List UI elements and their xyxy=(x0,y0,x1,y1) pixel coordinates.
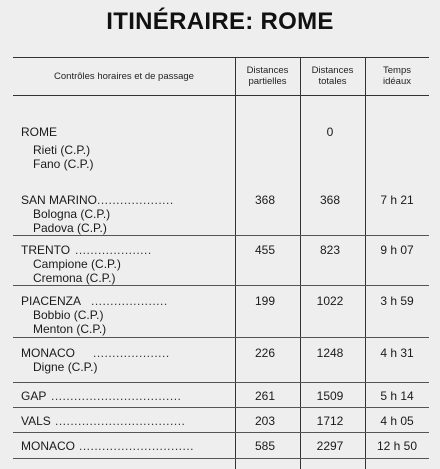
header-rule xyxy=(13,95,429,96)
total-distance: 2297 xyxy=(316,439,344,453)
city-name: TRENTO xyxy=(21,243,71,257)
header-time xyxy=(365,57,429,95)
checkpoint: Bologna (C.P.) xyxy=(33,207,111,221)
row-rule xyxy=(13,458,429,459)
total-distance: 823 xyxy=(319,243,341,257)
ideal-time: 5 h 14 xyxy=(380,389,414,403)
header-time-line1: Temps xyxy=(383,65,411,76)
row-rule xyxy=(13,235,429,236)
header-partial-line2: partielles xyxy=(248,76,287,87)
total-distance: 1022 xyxy=(316,294,344,308)
ideal-time: 7 h 21 xyxy=(380,193,414,207)
leader-dots: .................... xyxy=(93,346,170,360)
row-rule xyxy=(13,382,429,383)
city-name: VALS xyxy=(21,414,51,428)
checkpoint: Digne (C.P.) xyxy=(33,360,98,374)
total-distance: 1248 xyxy=(316,346,344,360)
ideal-time: 4 h 05 xyxy=(380,414,414,428)
row-rule xyxy=(13,407,429,408)
ideal-time: 3 h 59 xyxy=(380,294,414,308)
checkpoint: Rieti (C.P.) xyxy=(33,143,91,157)
partial-distance: 261 xyxy=(254,389,276,403)
total-distance: 368 xyxy=(319,193,341,207)
header-total-line1: Distances xyxy=(311,65,354,76)
leader-dots: .................... xyxy=(97,193,174,207)
city-name: PIACENZA xyxy=(21,294,82,308)
city-name: ROME xyxy=(21,125,57,139)
row-rule xyxy=(13,337,429,338)
partial-distance: 368 xyxy=(254,193,276,207)
row-rule xyxy=(13,432,429,433)
header-total xyxy=(300,57,365,95)
checkpoint: Bobbio (C.P.) xyxy=(33,308,104,322)
itinerary-table xyxy=(13,57,429,469)
checkpoint: Cremona (C.P.) xyxy=(33,271,116,285)
checkpoint: Menton (C.P.) xyxy=(33,322,107,336)
ideal-time: 9 h 07 xyxy=(380,243,414,257)
page-title: ITINÉRAIRE: ROME xyxy=(106,8,334,35)
checkpoint: Campione (C.P.) xyxy=(33,257,121,271)
header-route-label: Contrôles horaires et de passage xyxy=(54,70,194,82)
city-name: MONACO xyxy=(21,346,75,360)
leader-dots: .................................. xyxy=(55,414,186,428)
partial-distance: 585 xyxy=(254,439,276,453)
header-time-line2: idéaux xyxy=(383,76,411,87)
partial-distance: 455 xyxy=(254,243,276,257)
checkpoint: Fano (C.P.) xyxy=(33,157,94,171)
leader-dots: .................... xyxy=(91,294,168,308)
checkpoint: Padova (C.P.) xyxy=(33,221,107,235)
city-name: MONACO xyxy=(21,439,75,453)
leader-dots: .............................. xyxy=(79,439,195,453)
leader-dots: .................................. xyxy=(51,389,182,403)
header-total-line2: totales xyxy=(318,76,347,87)
partial-distance: 203 xyxy=(254,414,276,428)
leader-dots: .................... xyxy=(75,243,152,257)
city-name: GAP xyxy=(21,389,47,403)
header-partial-line1: Distances xyxy=(246,65,289,76)
header-route xyxy=(13,57,235,95)
city-name: SAN MARINO xyxy=(21,193,98,207)
partial-distance: 199 xyxy=(254,294,276,308)
total-distance: 1509 xyxy=(316,389,344,403)
partial-distance: 226 xyxy=(254,346,276,360)
row-rule xyxy=(13,285,429,286)
total-distance: 1712 xyxy=(316,414,344,428)
total-distance: 0 xyxy=(326,125,334,139)
header-partial xyxy=(235,57,300,95)
ideal-time: 4 h 31 xyxy=(380,346,414,360)
ideal-time: 12 h 50 xyxy=(376,439,418,453)
